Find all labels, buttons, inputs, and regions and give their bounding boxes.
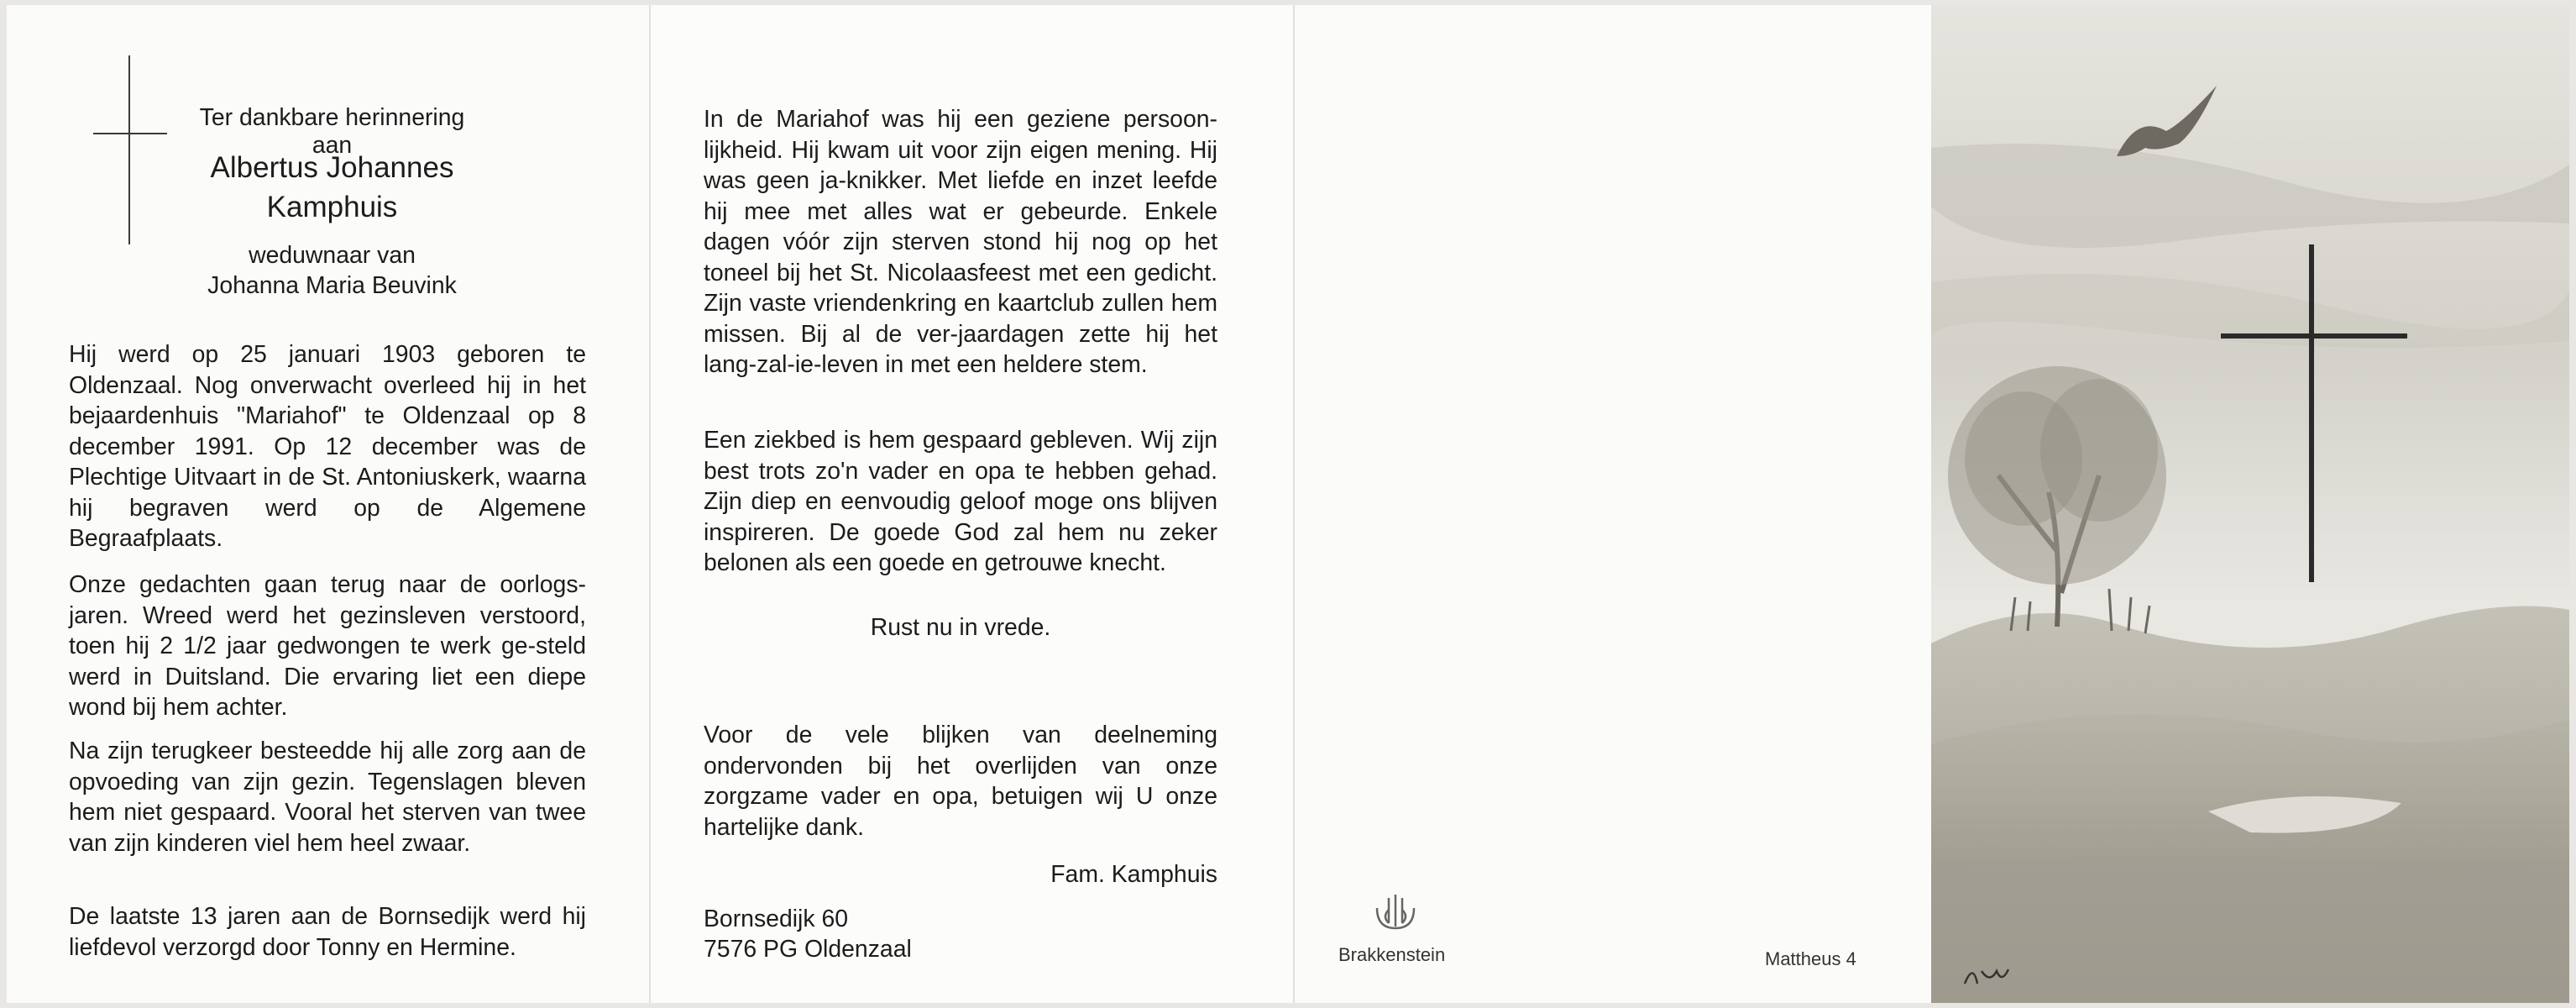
thanks-paragraph: Voor de vele blijken van deelneming ondervonden bij het overlijden van onze zorgzame vader en opa, betuigen wij U onze hartelijke dank. [704,722,1217,841]
left-panel [7,5,649,1003]
cover-illustration [1931,5,2569,1003]
address-street: Bornsedijk 60 [704,906,849,932]
scripture-reference: Mattheus 4 [1765,948,1856,969]
publisher-logo-icon [1370,891,1421,937]
biography-paragraph-3: Na zijn terugkeer besteedde hij alle zorg aan de opvoeding van zijn gezin. Tegenslagen bleven hem niet gespaard. Vooral het sterven van twee van zijn kinderen viel hem heel zwaar. [69,738,586,857]
publisher-name: Brakkenstein [1338,944,1446,965]
intro-text: Ter dankbare herinnering aan [199,104,465,159]
cross-icon [128,55,130,244]
address-city: 7576 PG Oldenzaal [704,936,912,963]
memory-paragraph-1: In de Mariahof was hij een geziene persoon-lijkheid. Hij kwam uit voor zijn eigen mening. Hij was geen ja-knikker. Met liefde en inzet leefde hij mee met alles wat er gebeurde. Enkele dagen vóór zijn sterven stond hij nog op het toneel bij het St. Nicolaasfeest met een gedicht. Zijn vaste vriendenkring en kaartclub zullen hem missen. Bij al de ver-jaardagen zette hij het lang-zal-ie-leven in met een heldere stem. [704,106,1217,378]
rest-in-peace: Rust nu in vrede. [870,614,1051,641]
spouse-name: Johanna Maria Beuvink [207,272,457,299]
back-panel [1295,5,1931,1003]
family-signature: Fam. Kamphuis [1050,861,1217,888]
biography-paragraph-2: Onze gedachten gaan terug naar de oorlogs-jaren. Wreed werd het gezinsleven verstoord, toen hij 2 1/2 jaar gedwongen te werk ge-steld werd in Duitsland. Die ervaring liet een diepe wond bij hem achter. [69,571,586,721]
relation-text: weduwnaar van [249,242,416,269]
deceased-name-first: Albertus Johannes [210,151,454,184]
deceased-name-last: Kamphuis [266,191,398,223]
memory-paragraph-2: Een ziekbed is hem gespaard gebleven. Wij zijn best trots zo'n vader en opa te hebben gehad. Zijn diep en eenvoudig geloof moge ons blijven inspireren. De goede God zal hem nu zeker belonen als een goede en getrouwe knecht. [704,427,1217,576]
middle-panel [651,5,1293,1003]
biography-paragraph-4: De laatste 13 jaren aan de Bornsedijk werd hij liefdevol verzorgd door Tonny en Hermine. [69,903,586,961]
landscape-illustration [1931,5,2569,1003]
biography-paragraph-1: Hij werd op 25 januari 1903 geboren te Oldenzaal. Nog onverwacht overleed hij in het bejaardenhuis "Mariahof" te Oldenzaal op 8 december 1991. Op 12 december was de Plechtige Uitvaart in de St. Antoniuskerk, waarna hij begraven werd op de Algemene Begraafplaats. [69,341,586,552]
cross-bar [93,133,167,134]
